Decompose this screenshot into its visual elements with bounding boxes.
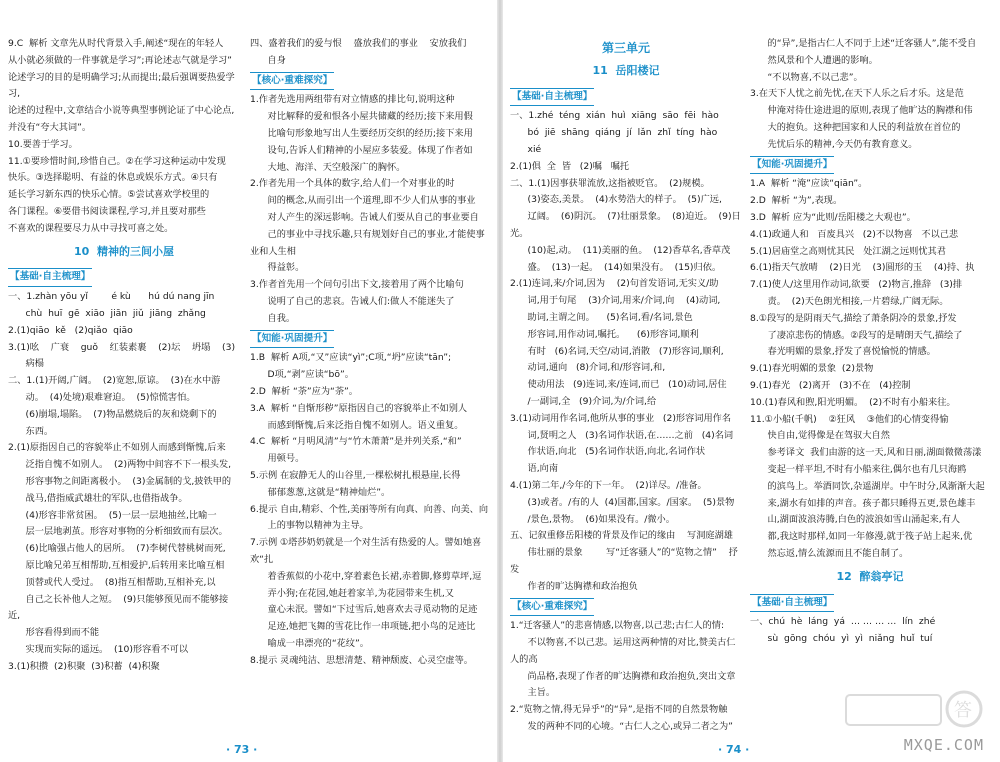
answer-line: 语,向南	[510, 463, 559, 475]
answer-line: 上的事物以精神为主导。	[250, 520, 369, 532]
answer-line: 东西。	[8, 425, 54, 437]
answer-line: 4.(1)政通人和 百废具兴 (2)不以物喜 不以己悲	[750, 228, 959, 240]
answer-line: 2.D 解析 “荼”应为“荼”。	[250, 385, 358, 397]
answer-line: /景色,景物。 (6)如果没有。/微小。	[510, 513, 675, 525]
answer-line: 5.示例 在寂静无人的山谷里,一棵松树扎根悬崖,长得	[250, 469, 461, 481]
answer-line: 都,我这时那样,如同一年修漫,就于筏子站上起来,优	[750, 531, 973, 543]
answer-line: 原比喻兄弟互相帮助,互相爱护,后转用来比喻互相	[8, 559, 225, 571]
answer-line: 尚品格,表现了作者的旷达胸襟和政治抱负,突出文章	[510, 670, 736, 682]
section-heading: 【核心·重难探究】	[250, 70, 492, 93]
answer-line: 动。 (4)处境)艰难窘迫。 (5)惊慌害怕。	[8, 391, 196, 403]
answer-line: 四、盛着我们的爱与恨 盛放我们的事业 安放我们	[250, 38, 467, 49]
answer-line: 1.A 解析 “淹”应读“qiān”。	[750, 178, 868, 190]
answer-line: 病榻	[8, 358, 44, 370]
answer-line: 先忧后乐的精神,今天仍有教育意义。	[750, 138, 918, 150]
answer-line: 10.要善于学习。	[8, 138, 78, 150]
answer-line: 然忘返,情么流源而且不能自制了。	[750, 547, 909, 559]
answer-line: 童心未泯。譬如“下过雪后,她喜欢去寻觅动物的足迹	[250, 604, 478, 616]
answer-line: 战马,借指威武雄壮的军队,也借指战争。	[8, 492, 188, 504]
lesson-title: 10 精神的三间小屋	[74, 244, 174, 258]
answer-line: 大的抱负。这种把国家和人民的利益放在首位的	[750, 121, 961, 133]
answer-line: 11.①小船(千帆) ②狂风 ③他们的心情变得愉	[750, 413, 949, 425]
svg-text:答: 答	[954, 700, 972, 721]
answer-line: /一副词,全 (9)介词,为/介词,给	[510, 395, 657, 407]
right-column-1	[510, 36, 742, 736]
answer-line: 3.作者首先用一个问句引出下文,接着用了两个比喻句	[250, 279, 464, 291]
answer-line: 论述的过程中,文章结合小说等典型事例论证了中心论点,	[8, 105, 235, 117]
answer-line: 一、1.zhé téng xián huì xiāng sāo fēi hào	[510, 110, 719, 122]
answer-line: 论述学习的目的是明确学习;从而提出;最后强调要热爱学习,	[8, 71, 235, 100]
answer-line: 大地、海洋、天空般深广的胸怀。	[250, 161, 406, 173]
answer-line: 3.(1)吆 广衰 guǒ 红装素裹 (2)坛 坍塌 (3)	[8, 341, 236, 353]
answer-line: 2.作者先用一个具体的数字,给人们一个对事业的时	[250, 178, 455, 190]
answer-line: (6)比喻强占他人的居所。 (7)李树代替桃树而死,	[8, 543, 226, 555]
left-column-2	[250, 36, 492, 669]
answer-line: 辽阔。 (6)阴沉。 (7)壮丽景象。 (8)迫近。 (9)日光。	[510, 211, 741, 239]
answer-line: 春光明媚的景象,抒发了喜悦愉悦的情感。	[750, 346, 936, 358]
answer-line: 对人产生的深远影响。告诫人们要从自己的事业要自	[250, 211, 479, 223]
answer-line: 1.B 解析 A项,“又”应读“yì”;C项,“坍”应读“tān”;	[250, 352, 452, 364]
answer-line: “不以物喜,不以己悲”。	[750, 71, 863, 83]
answer-line: 7.(1)使人/这里用作动词,欲要 (2)物言,推辞 (3)排	[750, 279, 963, 291]
answer-line: 盛。 (13)一起。 (14)如果没有。 (15)归依。	[510, 261, 722, 273]
answer-line: 形容事物之间距离极小。 (3)金属制的戈,披铁甲的	[8, 475, 232, 487]
answer-line: 8.提示 灵魂纯洁、思想清楚、精神颓废、心灵空虚等。	[250, 654, 473, 666]
answer-line: 然风景和个人遭遇的影响。	[750, 54, 878, 66]
answer-line: 9.(1)春光明媚的景象 (2)景物	[750, 363, 874, 375]
answer-line: 顶替或代人受过。 (8)指互相帮助,互相补充,以	[8, 576, 216, 588]
answer-line: (4)形容非常贫困。 (5)一层一层地抽丝,比喻一	[8, 509, 217, 521]
answer-line: 间的概念,从而引出一个道理,即不少人们从事的事业	[250, 195, 476, 207]
answer-line: 4.C 解析 “月明风清”与“竹木萧萧”是并列关系,“和”	[250, 436, 462, 448]
answer-line: 8.①段写的是阴雨天气,描绘了萧条阴冷的景象,抒发	[750, 312, 957, 324]
answer-line: 参考译文 我们由游的这一天,风和日丽,湖面微微荡漾	[750, 447, 982, 459]
answer-line: 来,湖水有如排的声音。孩子都只睡得五更,景色雄丰	[750, 497, 976, 509]
answer-line: 形容看得到而不能	[8, 627, 100, 639]
answer-line: 着香蕉似的小花中,穿着素色长裙,赤着脚,修剪草坪,逗	[250, 570, 482, 582]
section-heading: 【基础·自主梳理】	[510, 86, 742, 109]
lesson-title: 12 醉翁亭记	[836, 569, 904, 583]
answer-line: 快自由,觉得像是在驾驭大自然	[750, 430, 890, 442]
answer-line: 实现而实际的遥远。 (10)形容看不可以	[8, 643, 189, 655]
answer-line: 助词,主谓之间。 (5)名词,看/名词,景色	[510, 311, 693, 323]
answer-line: 泛指自愧不如别人。 (2)两物中间容不下一根头发,	[8, 459, 232, 471]
answer-line: 一、chú hè láng yá … … … … lín zhé	[750, 616, 936, 628]
answer-line: 2.D 解析 “为”,表现。	[750, 195, 843, 207]
answer-line: 不以物喜,不以己悲。运用这两种情的对比,赞美古仁人的高	[510, 637, 736, 665]
answer-line: 并没有“夸大其词”。	[8, 121, 92, 133]
answer-line: 词,用于句尾 (3)介词,用来/介词,向 (4)动词,	[510, 295, 721, 307]
answer-line: 设句,告诉人们精神的小屋应多装爱。体现了作者如	[250, 144, 473, 156]
answer-line: 2.(1)qiāo kě (2)qiǎo qiāo	[8, 324, 133, 336]
answer-line: 一、1.zhàn yōu yǐ é kù hú dú nang jīn	[8, 291, 215, 303]
answer-line: 的“异”,是指古仁人不同于上述“迁客骚人”,能不受自	[750, 38, 977, 49]
answer-line: 9.C 解析 文章先从时代背景入手,阐述“现在的年轻人	[8, 38, 224, 49]
answer-line: 词,贤明之人 (3)名词作状语,在……之前 (4)名词	[510, 429, 734, 441]
answer-line: 而感到惭愧,后来泛指自愧不如别人。语义重复。	[250, 419, 464, 431]
answer-line: 1.作者先选用两组带有对立情感的排比句,说明这种	[250, 94, 455, 106]
answer-line: 自己之长补他人之短。 (9)只能够预见而不能够接近,	[8, 593, 229, 622]
answer-line: (6)崩塌,塌陷。 (7)物品燃烧后的灰和烧剩下的	[8, 408, 217, 420]
answer-line: xié	[510, 143, 542, 155]
section-heading: 【核心·重难探究】	[510, 596, 742, 619]
answer-line: 5.(1)居庙堂之高则忧其民 处江湖之远则忧其君	[750, 245, 946, 257]
answer-line: 对比解释的爱和恨各小屋共储藏的经历;接下来用假	[250, 111, 473, 123]
answer-line: 了凄凉悲伤的情感。②段写的是晴朗天气,描绘了	[750, 329, 963, 341]
answer-line: 各门课程。⑥要借书阅读课程,学习,并且要对那些	[8, 205, 206, 217]
answer-line: 自我。	[250, 312, 296, 324]
answer-line: bó jiē shāng qiáng jí lǎn zhǐ tíng hào	[510, 127, 718, 139]
answer-line: (10)起,动。 (11)美丽的鱼。 (12)香草名,香草茂	[510, 244, 731, 256]
section-heading: 【知能·巩固提升】	[750, 154, 990, 177]
section-heading: 【基础·自主梳理】	[750, 592, 990, 615]
answer-line: 6.(1)指天气放晴 (2)日光 (3)圆形的玉 (4)持、执	[750, 262, 975, 274]
left-column-1	[8, 36, 240, 675]
answer-line: 9.(1)春光 (2)离开 (3)不在 (4)控制	[750, 379, 911, 391]
answer-line: 喻成一串漂亮的“花纹”。	[250, 637, 369, 649]
right-page	[500, 0, 1000, 762]
answer-line: 二、1.(1)开阔,广阔。 (2)宽恕,原谅。 (3)在水中游	[8, 375, 221, 387]
answer-line: chù huī gē xiāo jiān jiǔ jiāng zhǎng	[8, 307, 206, 319]
page-number-right: · 74 ·	[718, 743, 750, 756]
answer-line: 使动用法 (9)连词,来/连词,而已 (10)动词,居住	[510, 379, 727, 391]
lesson-title: 11 岳阳楼记	[592, 63, 660, 77]
answer-line: 作状语,向北 (5)名词作状语,向北,名词作状	[510, 446, 706, 458]
answer-line: 2.(1)原指因自己的容貌举止不如别人而感到惭愧,后来	[8, 442, 226, 454]
answer-line: 足迹,她把飞舞的雪花比作一串项链,把小鸟的足迹比	[250, 621, 476, 633]
answer-line: 1.“迁客骚人”的悲喜情感,以物喜,以己悲;古仁人的情:	[510, 620, 725, 632]
answer-line: 从小就必须做的一件事就是学习”;再论述志气就是学习”	[8, 54, 232, 66]
answer-line: 变起一样平坦,不时有小船来往,偶尔也有几只海鸥	[750, 463, 967, 475]
answer-line: 3.(1)动词用作名词,他所从事的事业 (2)形容词用作名	[510, 412, 732, 424]
answer-line: 说明了自己的悲哀。告诫人们:做人不能迷失了	[250, 295, 455, 307]
answer-line: 比喻句形象地写出人生要经历交织的经历;接下来用	[250, 127, 473, 139]
answer-line: (3)或者。/有的人 (4)国都,国家。/国家。 (5)景物	[510, 496, 735, 508]
answer-line: sù gōng chóu yì yì niǎng huǐ tuí	[750, 633, 933, 645]
answer-line: 3.在天下人忧之前先忧,在天下人乐之后才乐。这是范	[750, 88, 964, 100]
answer-line: 用顿号。	[250, 453, 305, 465]
section-heading: 【知能·巩固提升】	[250, 328, 492, 351]
answer-line: 6.提示 自由,精彩、个性,美丽等所有向真、向善、向美、向	[250, 503, 489, 515]
answer-line: 仲淹对待仕途进退的原则,表现了他旷达的胸襟和伟	[750, 105, 973, 117]
answer-line: 动词,通向 (8)介词,和/形容词,和,	[510, 362, 666, 374]
answer-line: 4.(1)第二年,/今年的下一年。 (2)详尽。/准备。	[510, 479, 707, 491]
unit-title: 第三单元	[601, 41, 650, 55]
answer-line: 山,湖面波浪涛腾,白色的波浪如雪山涌起来,有人	[750, 514, 961, 526]
answer-line: 主旨。	[510, 687, 556, 699]
answer-line: 延长学习新东西的快乐心情。⑤尝试喜欢学校里的	[8, 189, 210, 201]
answer-line: 郁郁葱葱,这就是“精神灿烂”。	[250, 486, 391, 498]
answer-line: 二、1.(1)因事获罪流放,这指被贬官。 (2)规模。	[510, 177, 710, 189]
right-column-2	[750, 36, 990, 648]
answer-line: 五、记叙重修岳阳楼的背景及作记的缘由 写洞庭湖雄	[510, 530, 733, 542]
answer-line: 2.“览物之情,得无异乎”的“异”,是指不同的自然景物触	[510, 704, 728, 716]
answer-line: 得益彰。	[250, 262, 305, 274]
answer-line: 不喜欢的课程要尽力从中寻找可喜之处。	[8, 222, 174, 234]
answer-line: 快乐。③选择聪明、有益的休息或娱乐方式。④只有	[8, 172, 218, 184]
answer-line: 形容词,用作动词,嘱托。 (6)形容词,顺利	[510, 328, 699, 340]
answer-line: 自身	[250, 54, 286, 66]
answer-line: 弄小狗;在花园,她赶着家羊,为花园带来生机,又	[250, 587, 454, 599]
answer-line: 3.A 解析 “自惭形秽”原指因自己的容貌举止不如别人	[250, 402, 468, 414]
answer-line: 的滨鸟上。举酒同饮,杂遥湖岸。中午时分,风渐渐大起	[750, 480, 985, 492]
answer-line: 层一层地剥茧。形容对事物的分析细致而有层次。	[8, 526, 228, 538]
answer-line: 己的事业中寻找乐趣,只有规划好自己的事业,才能使事业和人生相	[250, 228, 485, 257]
answer-line: 发的两种不同的心境。“古仁人之心,或异二者之为”	[510, 721, 733, 733]
answer-line: (3)姿态,美景。 (4)水势浩大的样子。 (5)广远,	[510, 194, 722, 206]
page-number-left: · 73 ·	[226, 743, 258, 756]
answer-line: 11.①要珍惜时间,珍惜自己。②在学习这种运动中发现	[8, 155, 226, 167]
answer-line: 7.示例 ①塔莎奶奶就是一个对生活有热爱的人。譬如她喜欢“扎	[250, 537, 482, 565]
watermark-text: MXQE.COM	[903, 736, 984, 754]
answer-line: 2.(1)俱 全 皆 (2)嘱 嘱托	[510, 160, 630, 172]
answer-line: 作者的旷达胸襟和政治抱负	[510, 580, 638, 592]
answer-line: 有时 (6)名词,天空/动词,消散 (7)形容词,顺利,	[510, 345, 724, 357]
answer-line: 2.(1)连词,来/介词,因为 (2)句首发语词,无实义/助	[510, 278, 719, 290]
section-heading: 【基础·自主梳理】	[8, 266, 240, 289]
answer-line: 10.(1)春风和煦,阳光明媚。 (2)不时有小船来往。	[750, 396, 956, 408]
answer-line: 3.D 解析 应为“此则/岳阳楼之大观也”。	[750, 211, 916, 223]
answer-line: 3.(1)积攒 (2)积聚 (3)积蓄 (4)积聚	[8, 660, 160, 672]
answer-line: 伟壮丽的景象 写“迁客骚人”的“览物之情” 抒发	[510, 547, 738, 575]
answer-line: D项,“剥”应读“bō”。	[250, 369, 354, 381]
answer-line: 责。 (2)天色朗光相接,一片碧绿,广阔无际。	[750, 295, 949, 307]
